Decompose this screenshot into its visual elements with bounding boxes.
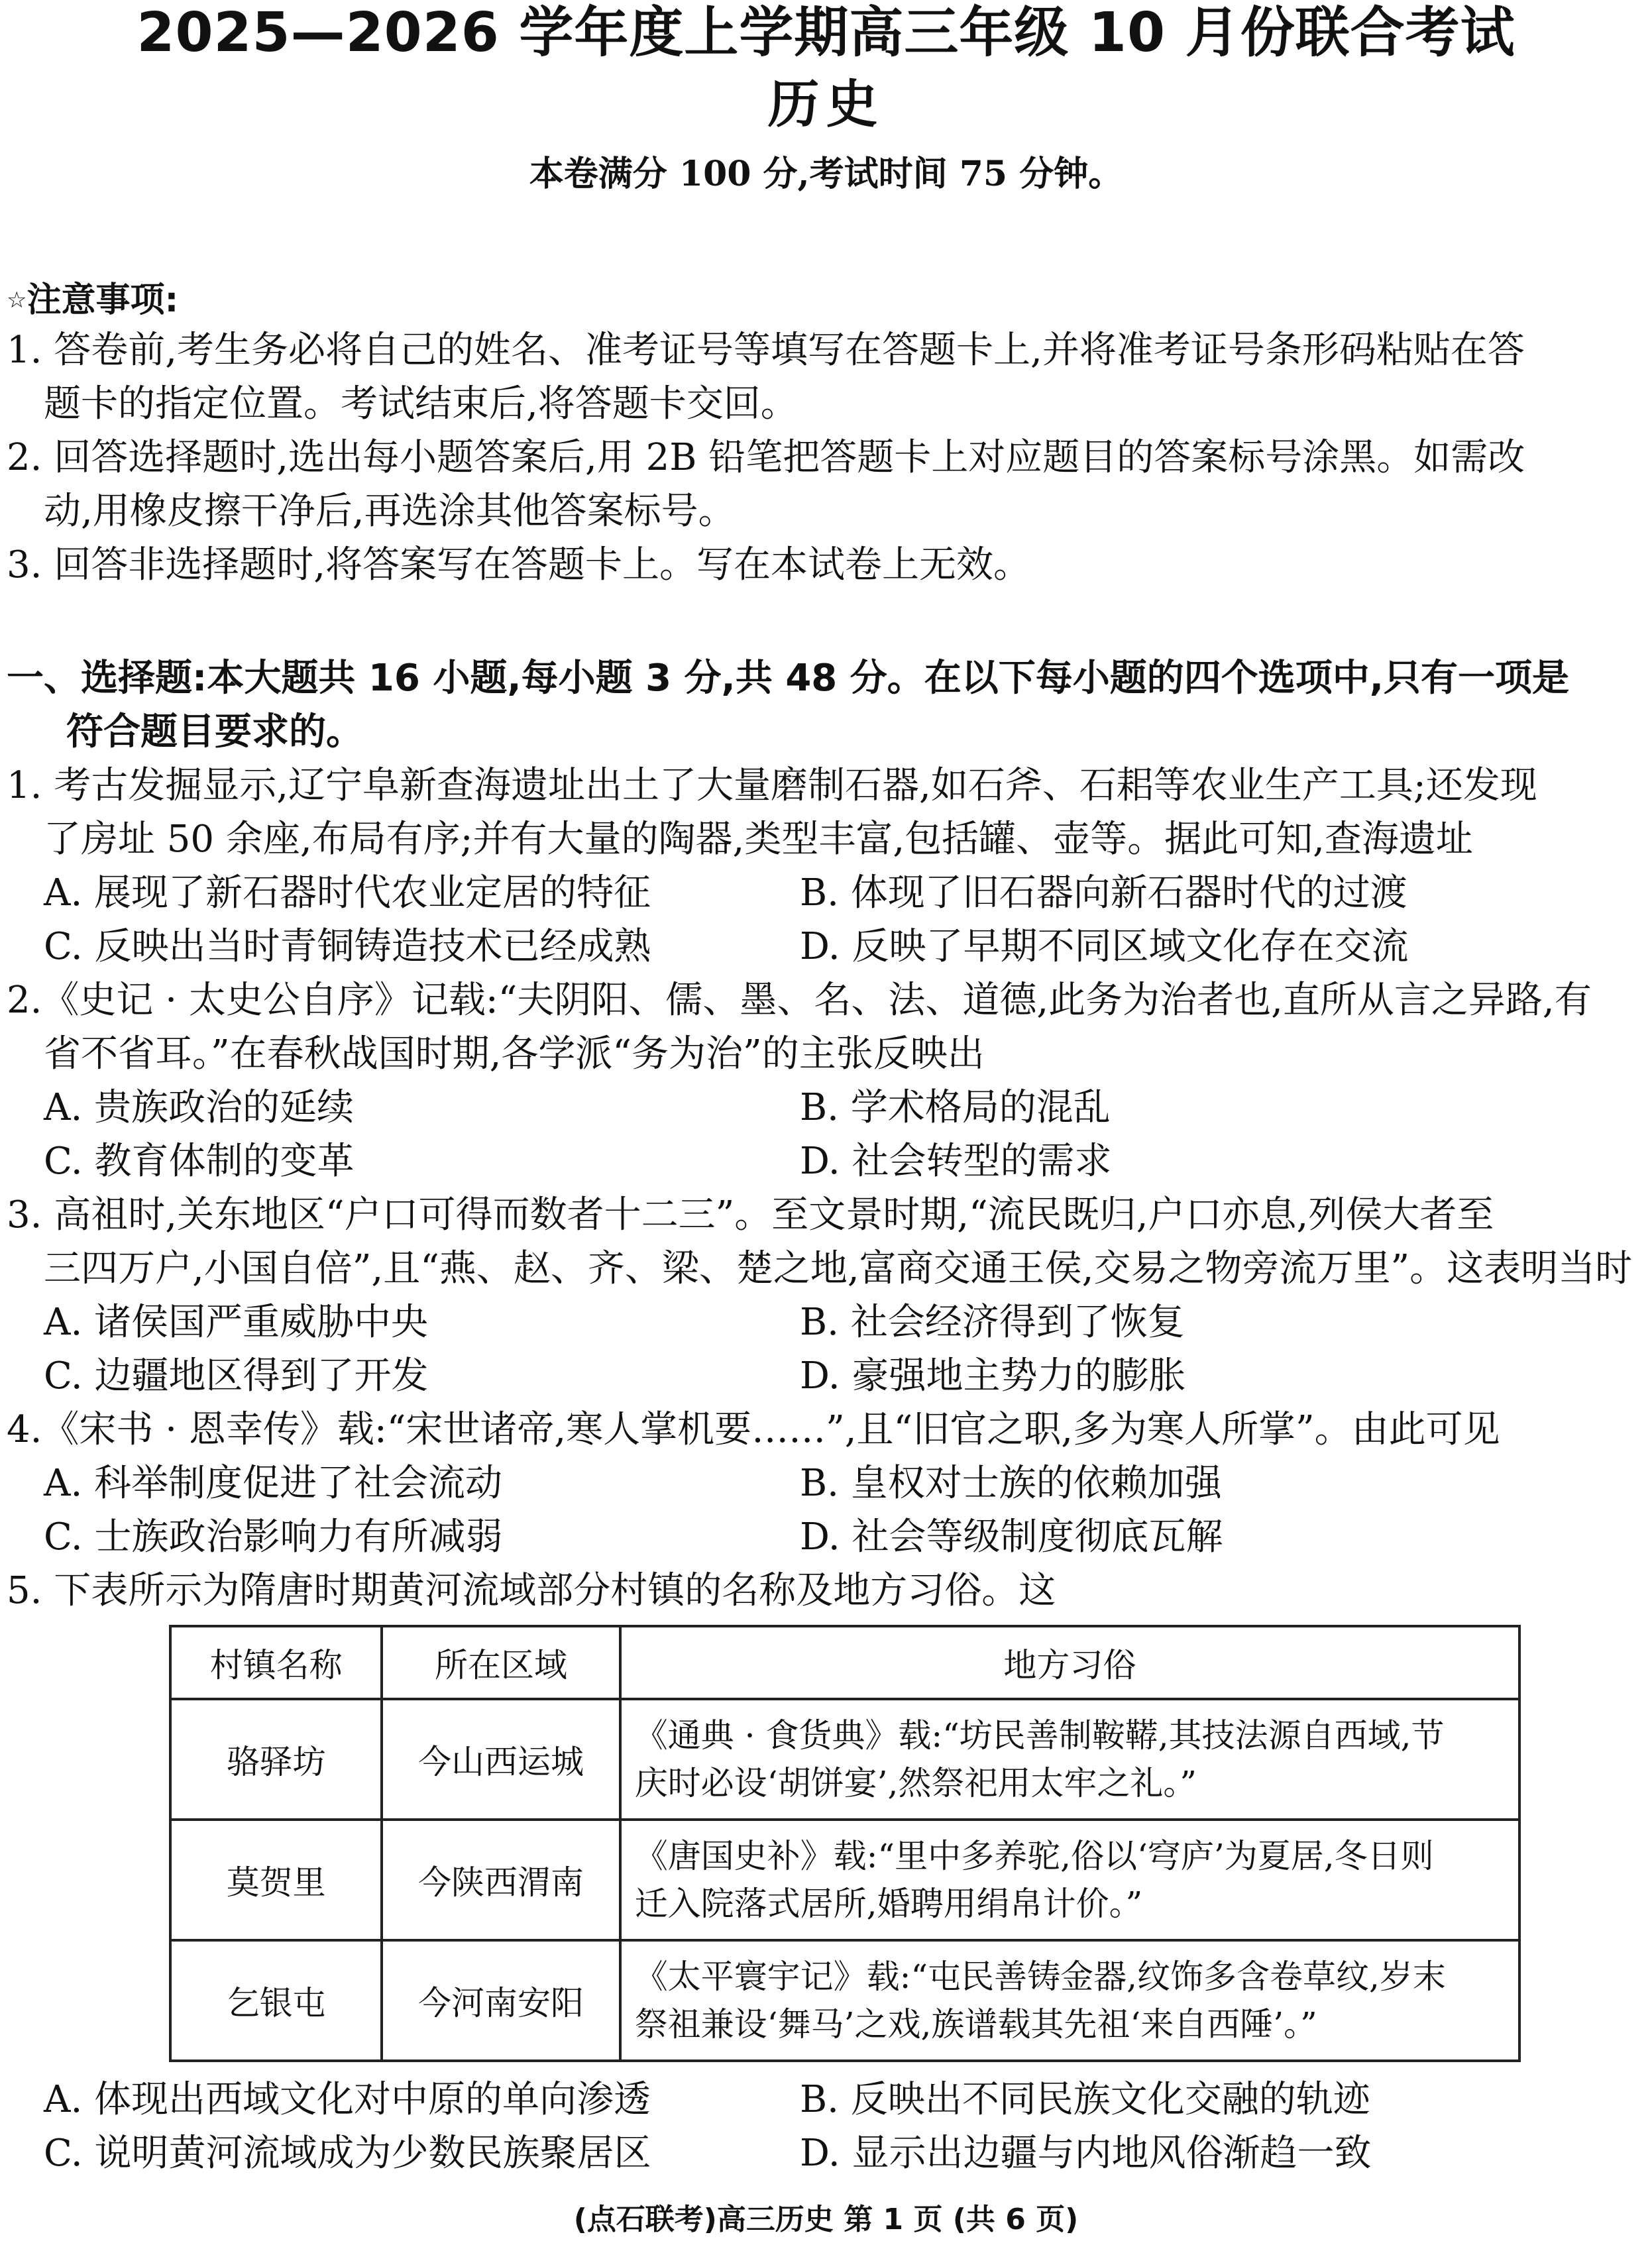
question-1-option-b: B. 体现了旧石器向新石器时代的过渡 bbox=[800, 871, 1407, 914]
question-5-option-a: A. 体现出西域文化对中原的单向渗透 bbox=[44, 2078, 651, 2121]
question-2-option-c: C. 教育体制的变革 bbox=[44, 1140, 355, 1183]
village-region: 今河南安阳 bbox=[382, 1940, 620, 2061]
notice-title: 注意事项: bbox=[27, 280, 179, 320]
page-footer: (点石联考)高三历史 第 1 页 (共 6 页) bbox=[573, 2203, 1079, 2236]
notice-line: 题卡的指定位置。考试结束后,将答题卡交回。 bbox=[44, 382, 798, 425]
question-3-option-a: A. 诸侯国严重威胁中央 bbox=[44, 1301, 429, 1344]
question-3-stem: 三四万户,小国自倍”,且“燕、赵、齐、梁、楚之地,富商交通王侯,交易之物旁流万里”。这表明当时 bbox=[44, 1247, 1633, 1290]
custom-line: 《太平寰宇记》载:“屯民善铸金器,纹饰多含卷草纹,岁末 bbox=[634, 1957, 1446, 1996]
section-heading-cont: 符合题目要求的。 bbox=[66, 710, 363, 753]
question-4-option-d: D. 社会等级制度彻底瓦解 bbox=[800, 1515, 1223, 1559]
question-2-option-d: D. 社会转型的需求 bbox=[800, 1140, 1112, 1183]
score-info: 本卷满分 100 分,考试时间 75 分钟。 bbox=[529, 154, 1123, 194]
question-5-stem: 5. 下表所示为隋唐时期黄河流域部分村镇的名称及地方习俗。这 bbox=[7, 1569, 1056, 1612]
question-4-stem: 4.《宋书 · 恩幸传》载:“宋世诸帝,寒人掌机要……”,且“旧官之职,多为寒人所掌”。由此可见 bbox=[7, 1408, 1500, 1451]
question-3-option-d: D. 豪强地主势力的膨胀 bbox=[800, 1354, 1186, 1398]
question-5-option-d: D. 显示出边疆与内地风俗渐趋一致 bbox=[800, 2132, 1372, 2175]
table-header-row bbox=[170, 1626, 1519, 1699]
village-region: 今山西运城 bbox=[382, 1699, 620, 1820]
village-custom bbox=[620, 1820, 1519, 1940]
question-4-option-b: B. 皇权对士族的依赖加强 bbox=[800, 1462, 1222, 1505]
notice-line: 1. 答卷前,考生务必将自己的姓名、准考证号等填写在答题卡上,并将准考证号条形码粘贴在答 bbox=[7, 329, 1525, 372]
notice-heading bbox=[7, 277, 178, 323]
question-1-stem: 1. 考古发掘显示,辽宁阜新查海遗址出土了大量磨制石器,如石斧、石耜等农业生产工具;还发现 bbox=[7, 764, 1537, 807]
question-1-stem: 了房址 50 余座,布局有序;并有大量的陶器,类型丰富,包括罐、壶等。据此可知,查海遗址 bbox=[44, 818, 1473, 861]
village-region: 今陕西渭南 bbox=[382, 1820, 620, 1940]
custom-line: 祭祖兼设‘舞马’之戏,族谱载其先祖‘来自西陲’。” bbox=[634, 2005, 1317, 2044]
question-5-option-b: B. 反映出不同民族文化交融的轨迹 bbox=[800, 2078, 1370, 2121]
question-3-option-c: C. 边疆地区得到了开发 bbox=[44, 1354, 429, 1398]
notice-line: 3. 回答非选择题时,将答案写在答题卡上。写在本试卷上无效。 bbox=[7, 543, 1031, 586]
village-name: 骆驿坊 bbox=[170, 1699, 382, 1820]
question-3-option-b: B. 社会经济得到了恢复 bbox=[800, 1301, 1185, 1344]
question-1-option-c: C. 反映出当时青铜铸造技术已经成熟 bbox=[44, 925, 651, 968]
custom-line: 《唐国史补》载:“里中多养驼,俗以‘穹庐’为夏居,冬日则 bbox=[634, 1837, 1434, 1875]
question-2-stem: 2.《史记 · 太史公自序》记载:“夫阴阳、儒、墨、名、法、道德,此务为治者也,直所从言之异路,有 bbox=[7, 979, 1592, 1022]
table-row bbox=[170, 1940, 1519, 2061]
subject-title: 历史 bbox=[767, 75, 885, 135]
village-custom bbox=[620, 1699, 1519, 1820]
question-2-option-b: B. 学术格局的混乱 bbox=[800, 1086, 1111, 1129]
question-3-stem: 3. 高祖时,关东地区“户口可得而数者十二三”。至文景时期,“流民既归,户口亦息,列侯大者至 bbox=[7, 1193, 1494, 1236]
question-2-stem: 省不省耳。”在春秋战国时期,各学派“务为治”的主张反映出 bbox=[44, 1032, 985, 1075]
customs-table bbox=[169, 1625, 1521, 2062]
custom-line: 庆时必设‘胡饼宴’,然祭祀用太牢之礼。” bbox=[634, 1764, 1197, 1802]
village-custom bbox=[620, 1940, 1519, 2061]
custom-line: 迁入院落式居所,婚聘用绢帛计价。” bbox=[634, 1885, 1143, 1923]
custom-line: 《通典 · 食货典》载:“坊民善制鞍鞯,其技法源自西域,节 bbox=[634, 1716, 1445, 1755]
table-header: 所在区域 bbox=[382, 1626, 620, 1699]
question-1-option-a: A. 展现了新石器时代农业定居的特征 bbox=[44, 871, 651, 914]
notice-line: 动,用橡皮擦干净后,再选涂其他答案标号。 bbox=[44, 490, 736, 533]
section-heading: 一、选择题:本大题共 16 小题,每小题 3 分,共 48 分。在以下每小题的四个选项中,只有一项是 bbox=[7, 657, 1570, 700]
village-name: 莫贺里 bbox=[170, 1820, 382, 1940]
question-1-option-d: D. 反映了早期不同区域文化存在交流 bbox=[800, 925, 1409, 968]
table-header: 村镇名称 bbox=[170, 1626, 382, 1699]
exam-title: 2025—2026 学年度上学期高三年级 10 月份联合考试 bbox=[137, 1, 1515, 64]
question-2-option-a: A. 贵族政治的延续 bbox=[44, 1086, 355, 1129]
star-icon: ☆ bbox=[7, 287, 27, 313]
notice-line: 2. 回答选择题时,选出每小题答案后,用 2B 铅笔把答题卡上对应题目的答案标号涂黑。如需改 bbox=[7, 436, 1525, 479]
question-4-option-a: A. 科举制度促进了社会流动 bbox=[44, 1462, 503, 1505]
village-name: 乞银屯 bbox=[170, 1940, 382, 2061]
table-header: 地方习俗 bbox=[620, 1626, 1519, 1699]
table-row bbox=[170, 1820, 1519, 1940]
table-row bbox=[170, 1699, 1519, 1820]
question-4-option-c: C. 士族政治影响力有所减弱 bbox=[44, 1515, 503, 1559]
question-5-option-c: C. 说明黄河流域成为少数民族聚居区 bbox=[44, 2132, 651, 2175]
